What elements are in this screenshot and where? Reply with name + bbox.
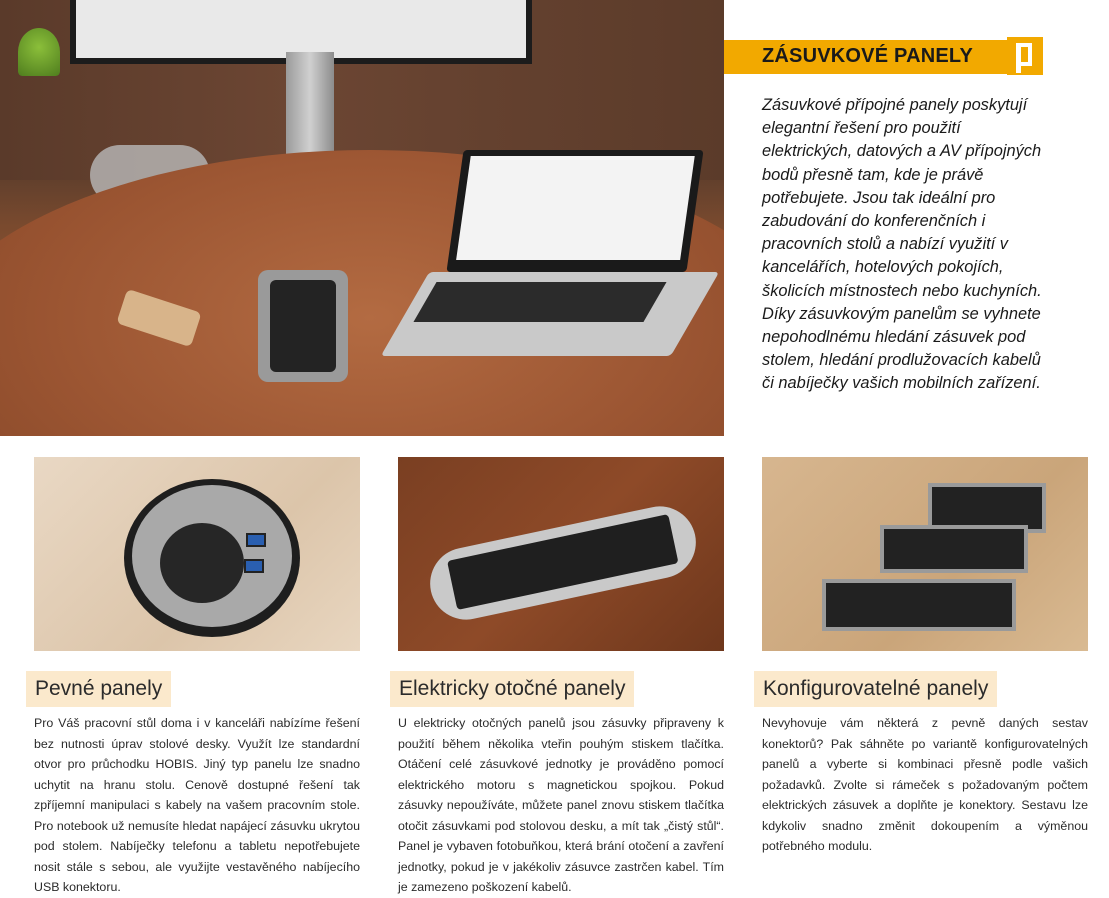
photo-fixed-panel [34, 457, 360, 651]
usb-port-icon [246, 533, 266, 547]
page-title: ZÁSUVKOVÉ PANELY [762, 45, 974, 67]
plant [18, 28, 60, 76]
usb-port-icon [244, 559, 264, 573]
configurable-panel-2 [880, 525, 1028, 573]
section-heading-fixed: Pevné panely [26, 671, 171, 707]
round-socket [124, 479, 300, 637]
hero-photo-conference-table [0, 0, 724, 436]
section-text-rotating: U elektricky otočných panelů jsou zásuvky připraveny k použití během několika vteřin pouhým stiskem tlačítka. Otáčení celé zásuvkové jednotky je prováděno pomocí elektrického motoru s magnetickou spojkou. Pokud zásuvky nepoužíváte, můžete panel znovu stiskem tlačítka otočit zásuvkami pod stolovou desku, a mít tak „čistý stůl“. Panel je vybaven fotobuňkou, která brání otočení a zavření jednotky, pokud je v jakékoliv zásuvce zastrčen kabel. Tím je zamezeno poškození kabelů. [398, 716, 724, 894]
photo-rotating-panel [398, 457, 724, 651]
p-logo-icon [1007, 37, 1043, 75]
section-heading-configurable: Konfigurovatelné panely [754, 671, 997, 707]
laptop-keyboard [413, 282, 666, 322]
section-heading-rotating: Elektricky otočné panely [390, 671, 634, 707]
rotating-socket-panel [423, 500, 702, 627]
configurable-panel-3 [822, 579, 1016, 631]
section-text-configurable: Nevyhovuje vám některá z pevně daných sestav konektorů? Pak sáhněte po variantě konfigurovatelných panelů a vyberte si kombinaci přesně podle vašich požadavků. Zvolte si rámeček s požadovaným počtem elektrických zásuvek a doplňte je konektory. Sestavu lze kdykoliv snadno změnit dokoupením a výměnou potřebného modulu. [762, 716, 1088, 853]
section-text-fixed: Pro Váš pracovní stůl doma i v kanceláři nabízíme řešení bez nutnosti úprav stolové desky. Využít lze standardní otvor pro průchodku HOBIS. Jiný typ panelu lze snadno uchytit na hranu stolu. Cenově dostupné řešení tak zpříjemní manipulaci s kabely na vašem pracovním stole. Pro notebook už nemusíte hledat napájecí zásuvku ukrytou pod stolem. Nabíječky telefonu a tabletu nepotřebujete nosit stále s sebou, ale využijte vestavěného nabíjecího USB konektoru. [34, 716, 360, 894]
intro-text: Zásuvkové přípojné panely poskytují elegantní řešení pro použití elektrických, datových a AV přípojných bodů přesně tam, kde je právě potřebujete. Jsou tak ideální pro zabudování do konferenčních i pracovních stolů a nabízí využití v kancelářích, hotelových pokojích, školicích místnostech nebo kuchyních. Díky zásuvkovým panelům se vyhnete nepohodlnému hledání zásuvek pod stolem, hledání prodlužovacích kabelů či nabíječky vašich mobilních zařízení. [762, 96, 1042, 393]
laptop-display [456, 156, 695, 260]
table-socket-panel [258, 270, 348, 382]
power-outlet-icon [160, 523, 244, 603]
laptop [395, 150, 695, 365]
photo-configurable-panels [762, 457, 1088, 651]
laptop-lid [446, 150, 703, 272]
